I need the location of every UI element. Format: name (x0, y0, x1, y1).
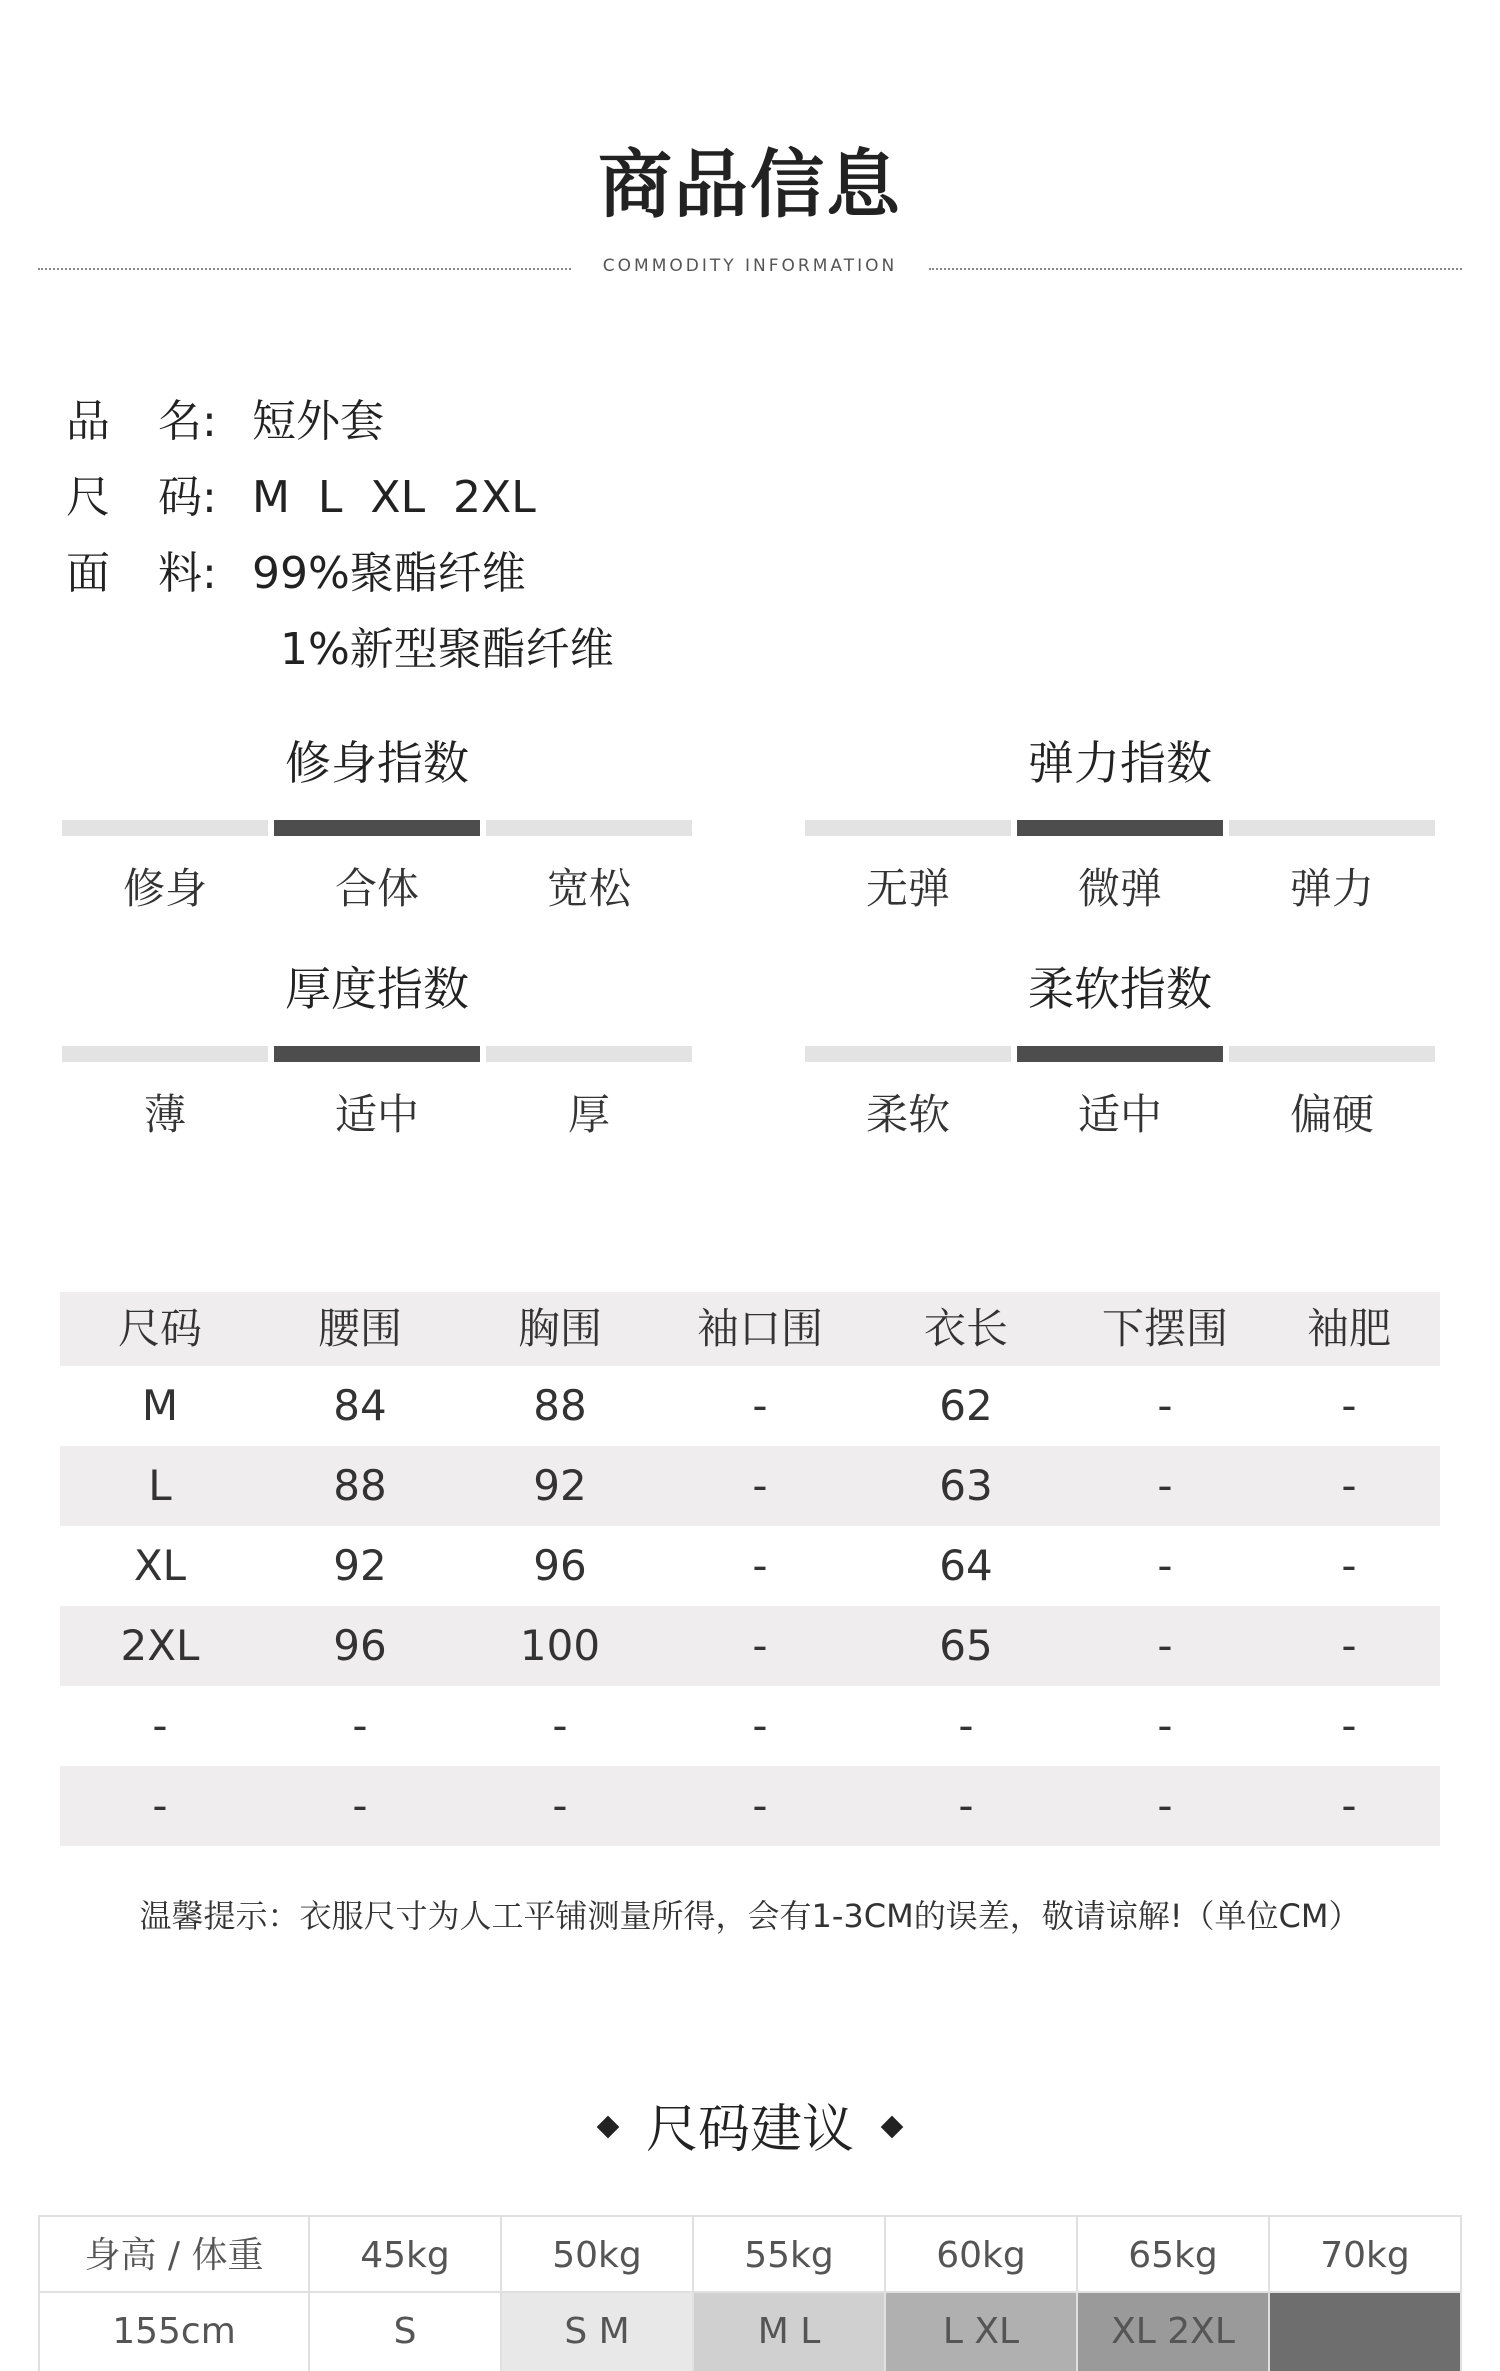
table-cell: M (141, 1381, 179, 1430)
size-advice-table (38, 2215, 1462, 2371)
index-bar-segment (1229, 820, 1435, 836)
table-cell: 100 (519, 1621, 601, 1670)
info-value: 99%聚酯纤维 (252, 548, 526, 599)
index-bar-segment (62, 1046, 268, 1062)
table-cell: 96 (533, 1541, 587, 1590)
info-row-material-2 (66, 624, 766, 678)
info-row-material (66, 548, 766, 602)
table-cell: - (1341, 1461, 1357, 1510)
table-cell: 62 (939, 1381, 993, 1430)
table-header-cell: 尺码 (117, 1304, 202, 1353)
info-key: 名: (158, 396, 217, 447)
table-cell: - (152, 1701, 168, 1750)
table-cell: - (1157, 1381, 1173, 1430)
table-cell: - (1157, 1461, 1173, 1510)
table-header-row (60, 1292, 1440, 1366)
index-option: 宽松 (546, 864, 631, 913)
info-key: 面 (66, 548, 110, 599)
table-cell: - (752, 1381, 768, 1430)
index-option: 柔软 (865, 1090, 950, 1139)
advice-header-cell: 65kg (1078, 2215, 1270, 2293)
index-bar-segment (486, 1046, 692, 1062)
table-cell: - (1157, 1541, 1173, 1590)
advice-header-cell: 45kg (310, 2215, 502, 2293)
size-table (60, 1292, 1440, 1846)
table-cell: - (1341, 1381, 1357, 1430)
advice-cell: L XL (886, 2293, 1078, 2371)
table-cell: 65 (939, 1621, 993, 1670)
index-option: 弹力 (1289, 864, 1374, 913)
advice-header-cell: 60kg (886, 2215, 1078, 2293)
table-header-cell: 胸围 (517, 1304, 602, 1353)
diamond-icon (881, 2116, 904, 2139)
info-value: 1%新型聚酯纤维 (252, 624, 614, 675)
table-cell: - (752, 1781, 768, 1830)
diamond-icon (597, 2116, 620, 2139)
table-cell: 92 (533, 1461, 587, 1510)
table-cell: - (352, 1781, 368, 1830)
table-cell: 2XL (120, 1621, 200, 1670)
index-option: 薄 (143, 1090, 186, 1139)
table-row (60, 1606, 1440, 1686)
table-cell: - (152, 1781, 168, 1830)
index-option: 无弹 (865, 864, 950, 913)
table-row (60, 1446, 1440, 1526)
table-cell: - (958, 1701, 974, 1750)
measurement-tip: 温馨提示：衣服尺寸为人工平铺测量所得，会有1-3CM的误差，敬请谅解!（单位CM） (139, 1897, 1361, 1935)
info-row-size (66, 472, 766, 526)
index-title: 弹力指数 (1028, 736, 1212, 790)
index-bar-segment (274, 820, 480, 836)
table-cell: - (352, 1701, 368, 1750)
table-cell: - (752, 1701, 768, 1750)
table-header-cell: 腰围 (317, 1304, 402, 1353)
table-cell: XL (133, 1541, 187, 1590)
size-advice-label: 尺码建议 (645, 2100, 854, 2160)
index-bar-segment (1229, 1046, 1435, 1062)
index-title: 修身指数 (285, 736, 469, 790)
index-bar-segment (274, 1046, 480, 1062)
table-cell: 96 (333, 1621, 387, 1670)
info-value: M L XL 2XL (252, 472, 536, 523)
index-option: 修身 (122, 864, 207, 913)
table-cell: - (1157, 1701, 1173, 1750)
table-header-cell: 下摆围 (1101, 1304, 1228, 1353)
table-row (60, 1366, 1440, 1446)
table-cell: - (752, 1541, 768, 1590)
index-bar-segment (805, 820, 1011, 836)
table-header-cell: 袖肥 (1306, 1304, 1391, 1353)
table-cell: - (552, 1781, 568, 1830)
advice-row (38, 2293, 1462, 2371)
advice-cell (1270, 2293, 1462, 2371)
table-cell: - (1157, 1781, 1173, 1830)
table-cell: - (752, 1621, 768, 1670)
advice-cell: 155cm (38, 2293, 310, 2371)
table-cell: L (148, 1461, 172, 1510)
index-bar-segment (1017, 820, 1223, 836)
table-cell: 88 (333, 1461, 387, 1510)
info-key: 码: (158, 472, 217, 523)
page-title: 商品信息 (598, 142, 902, 228)
info-key: 料: (158, 548, 217, 599)
advice-header-cell: 70kg (1270, 2215, 1462, 2293)
table-cell: - (1341, 1701, 1357, 1750)
advice-header-cell: 50kg (502, 2215, 694, 2293)
advice-cell: M L (694, 2293, 886, 2371)
table-row (60, 1686, 1440, 1766)
index-bar-segment (1017, 1046, 1223, 1062)
table-cell: - (1341, 1541, 1357, 1590)
info-value: 短外套 (252, 396, 384, 447)
info-key: 品 (66, 396, 110, 447)
index-option: 微弹 (1077, 864, 1162, 913)
advice-header-cell: 身高 / 体重 (38, 2215, 310, 2293)
index-option: 适中 (334, 1090, 419, 1139)
table-cell: 63 (939, 1461, 993, 1510)
size-advice-title (0, 2100, 1500, 2160)
index-title: 厚度指数 (285, 962, 469, 1016)
table-cell: 64 (939, 1541, 993, 1590)
info-key: 尺 (66, 472, 110, 523)
table-cell: - (1341, 1781, 1357, 1830)
table-row (60, 1526, 1440, 1606)
info-row-name (66, 396, 766, 450)
table-cell: - (1341, 1621, 1357, 1670)
index-option: 合体 (334, 864, 419, 913)
table-header-cell: 袖口围 (696, 1304, 823, 1353)
index-bar-segment (805, 1046, 1011, 1062)
advice-cell: S (310, 2293, 502, 2371)
index-title: 柔软指数 (1028, 962, 1212, 1016)
table-cell: 88 (533, 1381, 587, 1430)
advice-header-row (38, 2215, 1462, 2293)
table-cell: - (752, 1461, 768, 1510)
index-option: 偏硬 (1289, 1090, 1374, 1139)
table-row (60, 1766, 1440, 1846)
table-cell: 84 (333, 1381, 387, 1430)
table-cell: 92 (333, 1541, 387, 1590)
table-header-cell: 衣长 (923, 1304, 1008, 1353)
advice-cell: XL 2XL (1078, 2293, 1270, 2371)
table-cell: - (958, 1781, 974, 1830)
index-option: 厚 (567, 1090, 610, 1139)
page-subtitle: COMMODITY INFORMATION (602, 256, 898, 276)
index-bar-segment (62, 820, 268, 836)
index-bar-segment (486, 820, 692, 836)
table-cell: - (552, 1701, 568, 1750)
advice-header-cell: 55kg (694, 2215, 886, 2293)
index-option: 适中 (1077, 1090, 1162, 1139)
advice-cell: S M (502, 2293, 694, 2371)
table-cell: - (1157, 1621, 1173, 1670)
